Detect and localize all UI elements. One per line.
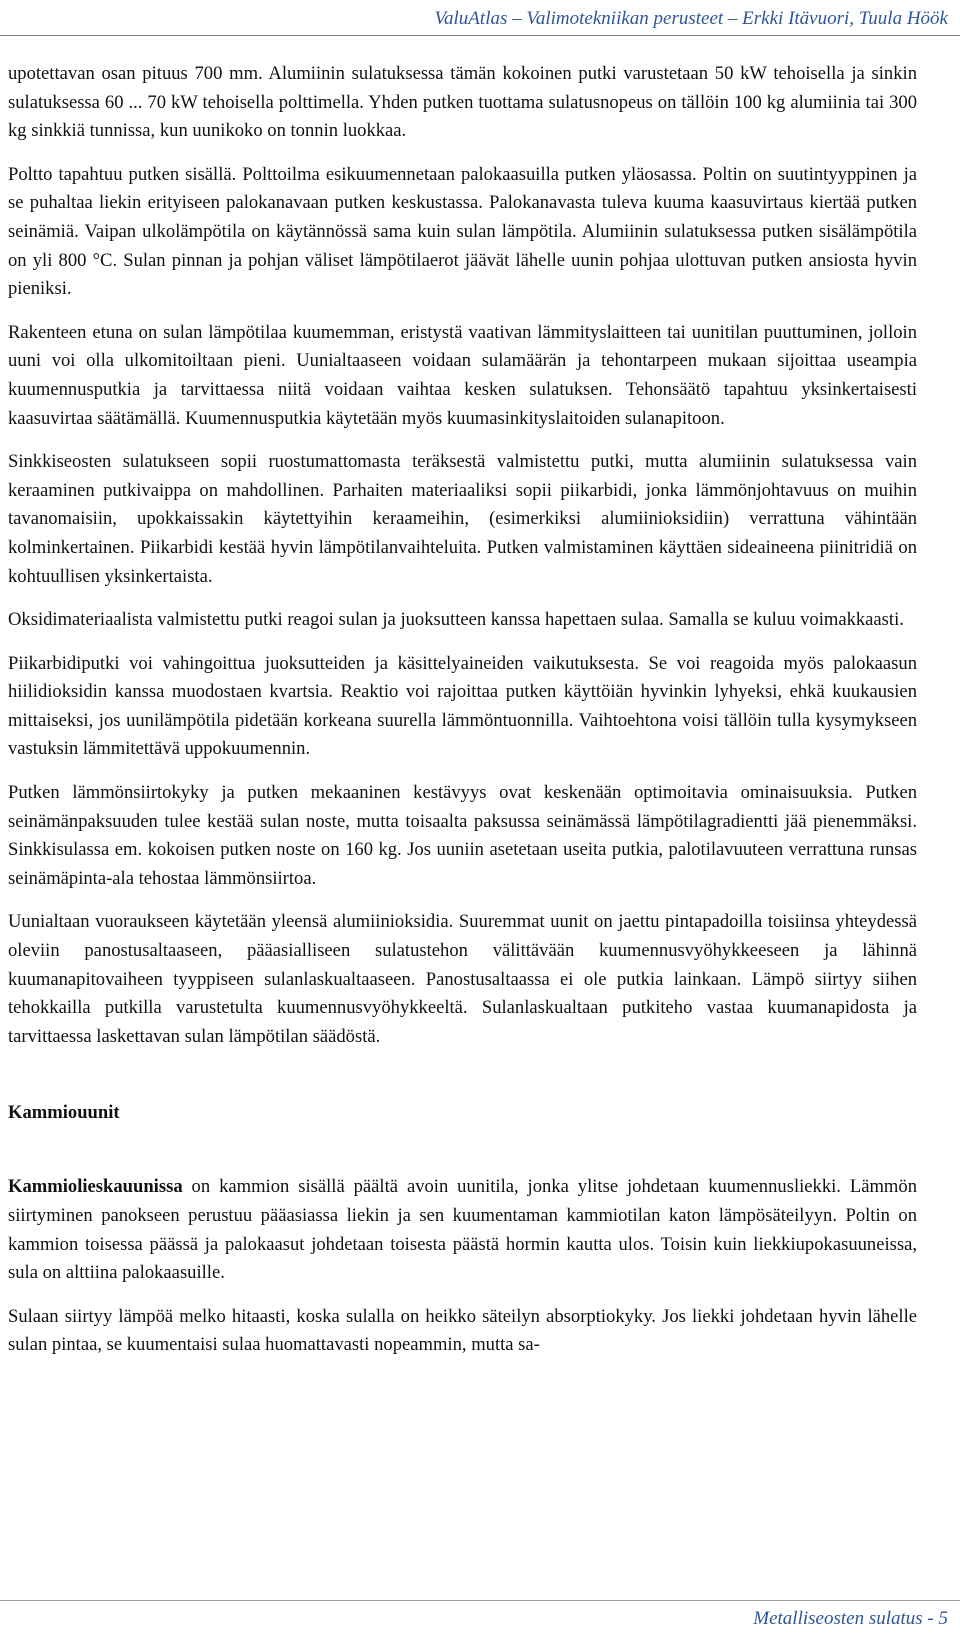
paragraph-oxide-material: Oksidimateriaalista valmistettu putki reagoi sulan ja juoksutteen kanssa hapettaen sulaa. Samalla se kuluu voimakkaasti. [8,609,904,631]
paragraph-advantages: Rakenteen etuna on sulan lämpötilaa kuumemman, eristystä vaativan lämmityslaitteen tai uunitilan puuttuminen, jolloin uuni voi olla ulkomitoiltaan pieni. Uunialtaaseen voidaan sulamäärän ja tehontarpeen mukaan sijoittaa useampia kuumennusputkia ja tarvittaessa niitä voidaan vaihtaa kesken sulatuksen. Tehonsäätö tapahtuu yksinkertaisesti kaasuvirtaa säätämällä. Kuumennusputkia käytetään myös kuumasinkityslaitoiden sulanapitoon. [8,321,917,429]
document-body [8,60,917,1375]
paragraph-chamber-furnace-text: on kammion sisällä päältä avoin uunitila, jonka ylitse johdetaan kuumennusliekki. Lämmön siirtyminen panokseen perustuu pääasiassa liekin ja sen kuumentaman kammiotilan katon lämpösäteilyyn. Poltin on kammion toisessa päässä ja palokaasut johdetaan toisesta päästä hormin kautta ulos. Toisin kuin liekkiupokasuuneissa, sula on alttiina palokaasuille. [8,1176,917,1284]
bold-term: Kammiolieskauunissa [8,1176,183,1198]
footer-divider [0,1600,960,1601]
paragraph-heat-absorption: Sulaan siirtyy lämpöä melko hitaasti, koska sulalla on heikko säteilyn absorptiokyky. Jos liekki johdetaan hyvin lähelle sulan pintaa, se kuumentaisi sulaa huomattavasti nopeammin, mutta sa- [8,1305,917,1356]
paragraph-silicon-carbide: Piikarbidiputki voi vahingoittua juoksutteiden ja käsittelyaineiden vaikutuksesta. Se voi reagoida myös palokaasun hiilidioksidin kanssa muodostaen kvartsia. Reaktio voi rajoittaa putken käyttöiän hyvinkin lyhyeksi, ehkä kuukausien mittaiseksi, jos uunilämpötila pidetään korkeana suurella lämmöntuonnilla. Vaihtoehtona voisi tällöin tulla kysymykseen vastuksin lämmitettävä uppokuumennin. [8,652,917,760]
paragraph-tube-materials: Sinkkiseosten sulatukseen sopii ruostumattomasta teräksestä valmistettu putki, mutta alumiinin sulatuksessa vain keraaminen putkivaippa on mahdollinen. Parhaiten materiaaliksi sopii piikarbidi, jonka lämmönjohtavuus on muihin tavanomaisiin, upokkaissakin käytettyihin keraameihin, (esimerkiksi alumiinioksidiin) verrattuna vähintään kolminkertainen. Piikarbidi kestää hyvin lämpötilanvaihteluita. Putken valmistaminen käyttäen sideaineena piinitridiä on kohtuullisen yksinkertaista. [8,451,917,587]
page-header [0,0,960,36]
section-heading-kammiouunit: Kammiouunit [8,1102,120,1124]
paragraph-lining: Uunialtaan vuoraukseen käytetään yleensä alumiinioksidia. Suuremmat uunit on jaettu pintapadoilla toisiinsa yhteydessä oleviin panostusaltaaseen, pääasialliseen sulatustehon välittävään kuumennusvyöhykkeeseen ja lähinnä kuumanapitovaiheen tyyppiseen sulanlaskualtaaseen. Panostusaltaassa ei ole putkia lainkaan. Lämpö siirtyy siihen tehokkailla putkilla varustetulta kuumennusvyöhykkeeltä. Sulanlaskualtaan putkiteho vastaa kuumanapidosta ja tarvittaessa laskettavan sulan lämpötilan säädöstä. [8,911,917,1047]
paragraph-heat-transfer: Putken lämmönsiirtokyky ja putken mekaaninen kestävyys ovat keskenään optimoitavia ominaisuuksia. Putken seinämänpaksuuden tulee kestää sulan noste, mutta toisaalta paksussa seinämässä lämpötilagradientti jää pienemmäksi. Sinkkisulassa em. kokoisen putken noste on 160 kg. Jos uuniin asetetaan useita putkia, palotilavuuteen verrattuna runsas seinämäpinta-ala tehostaa lämmönsiirtoa. [8,782,917,889]
running-header-title: ValuAtlas – Valimotekniikan perusteet – Erkki Itävuori, Tuula Höök [434,8,948,29]
page-footer [0,1600,960,1637]
running-footer-page: Metalliseosten sulatus - 5 [753,1608,948,1629]
paragraph-chamber-furnace [8,1173,917,1287]
paragraph-combustion: Poltto tapahtuu putken sisällä. Polttoilma esikuumennetaan palokaasuilla putken yläosassa. Poltin on suutintyyppinen ja se puhaltaa liekin erityiseen palokanavaan putken keskustassa. Palokanavasta tuleva kuuma kaasuvirtaus kiertää putken seinämiä. Vaipan ulkolämpötila on käytännössä sama kuin sulan lämpötila. Alumiinin sulatuksessa putken sisälämpötila on yli 800 °C. Sulan pinnan ja pohjan väliset lämpötilaerot jäävät lähelle uunin pohjaa ulottuvan putken ansiosta hyvin pieniksi. [8,163,917,300]
paragraph-tube-dimensions: upotettavan osan pituus 700 mm. Alumiinin sulatuksessa tämän kokoinen putki varustetaan 50 kW tehoisella ja sinkin sulatuksessa 60 ... 70 kW tehoisella polttimella. Yhden putken tuottama sulatusnopeus on tällöin 100 kg alumiinia tai 300 kg sinkkiä tunnissa, kun uunikoko on tonnin luokkaa. [8,63,917,142]
header-divider [0,35,960,36]
